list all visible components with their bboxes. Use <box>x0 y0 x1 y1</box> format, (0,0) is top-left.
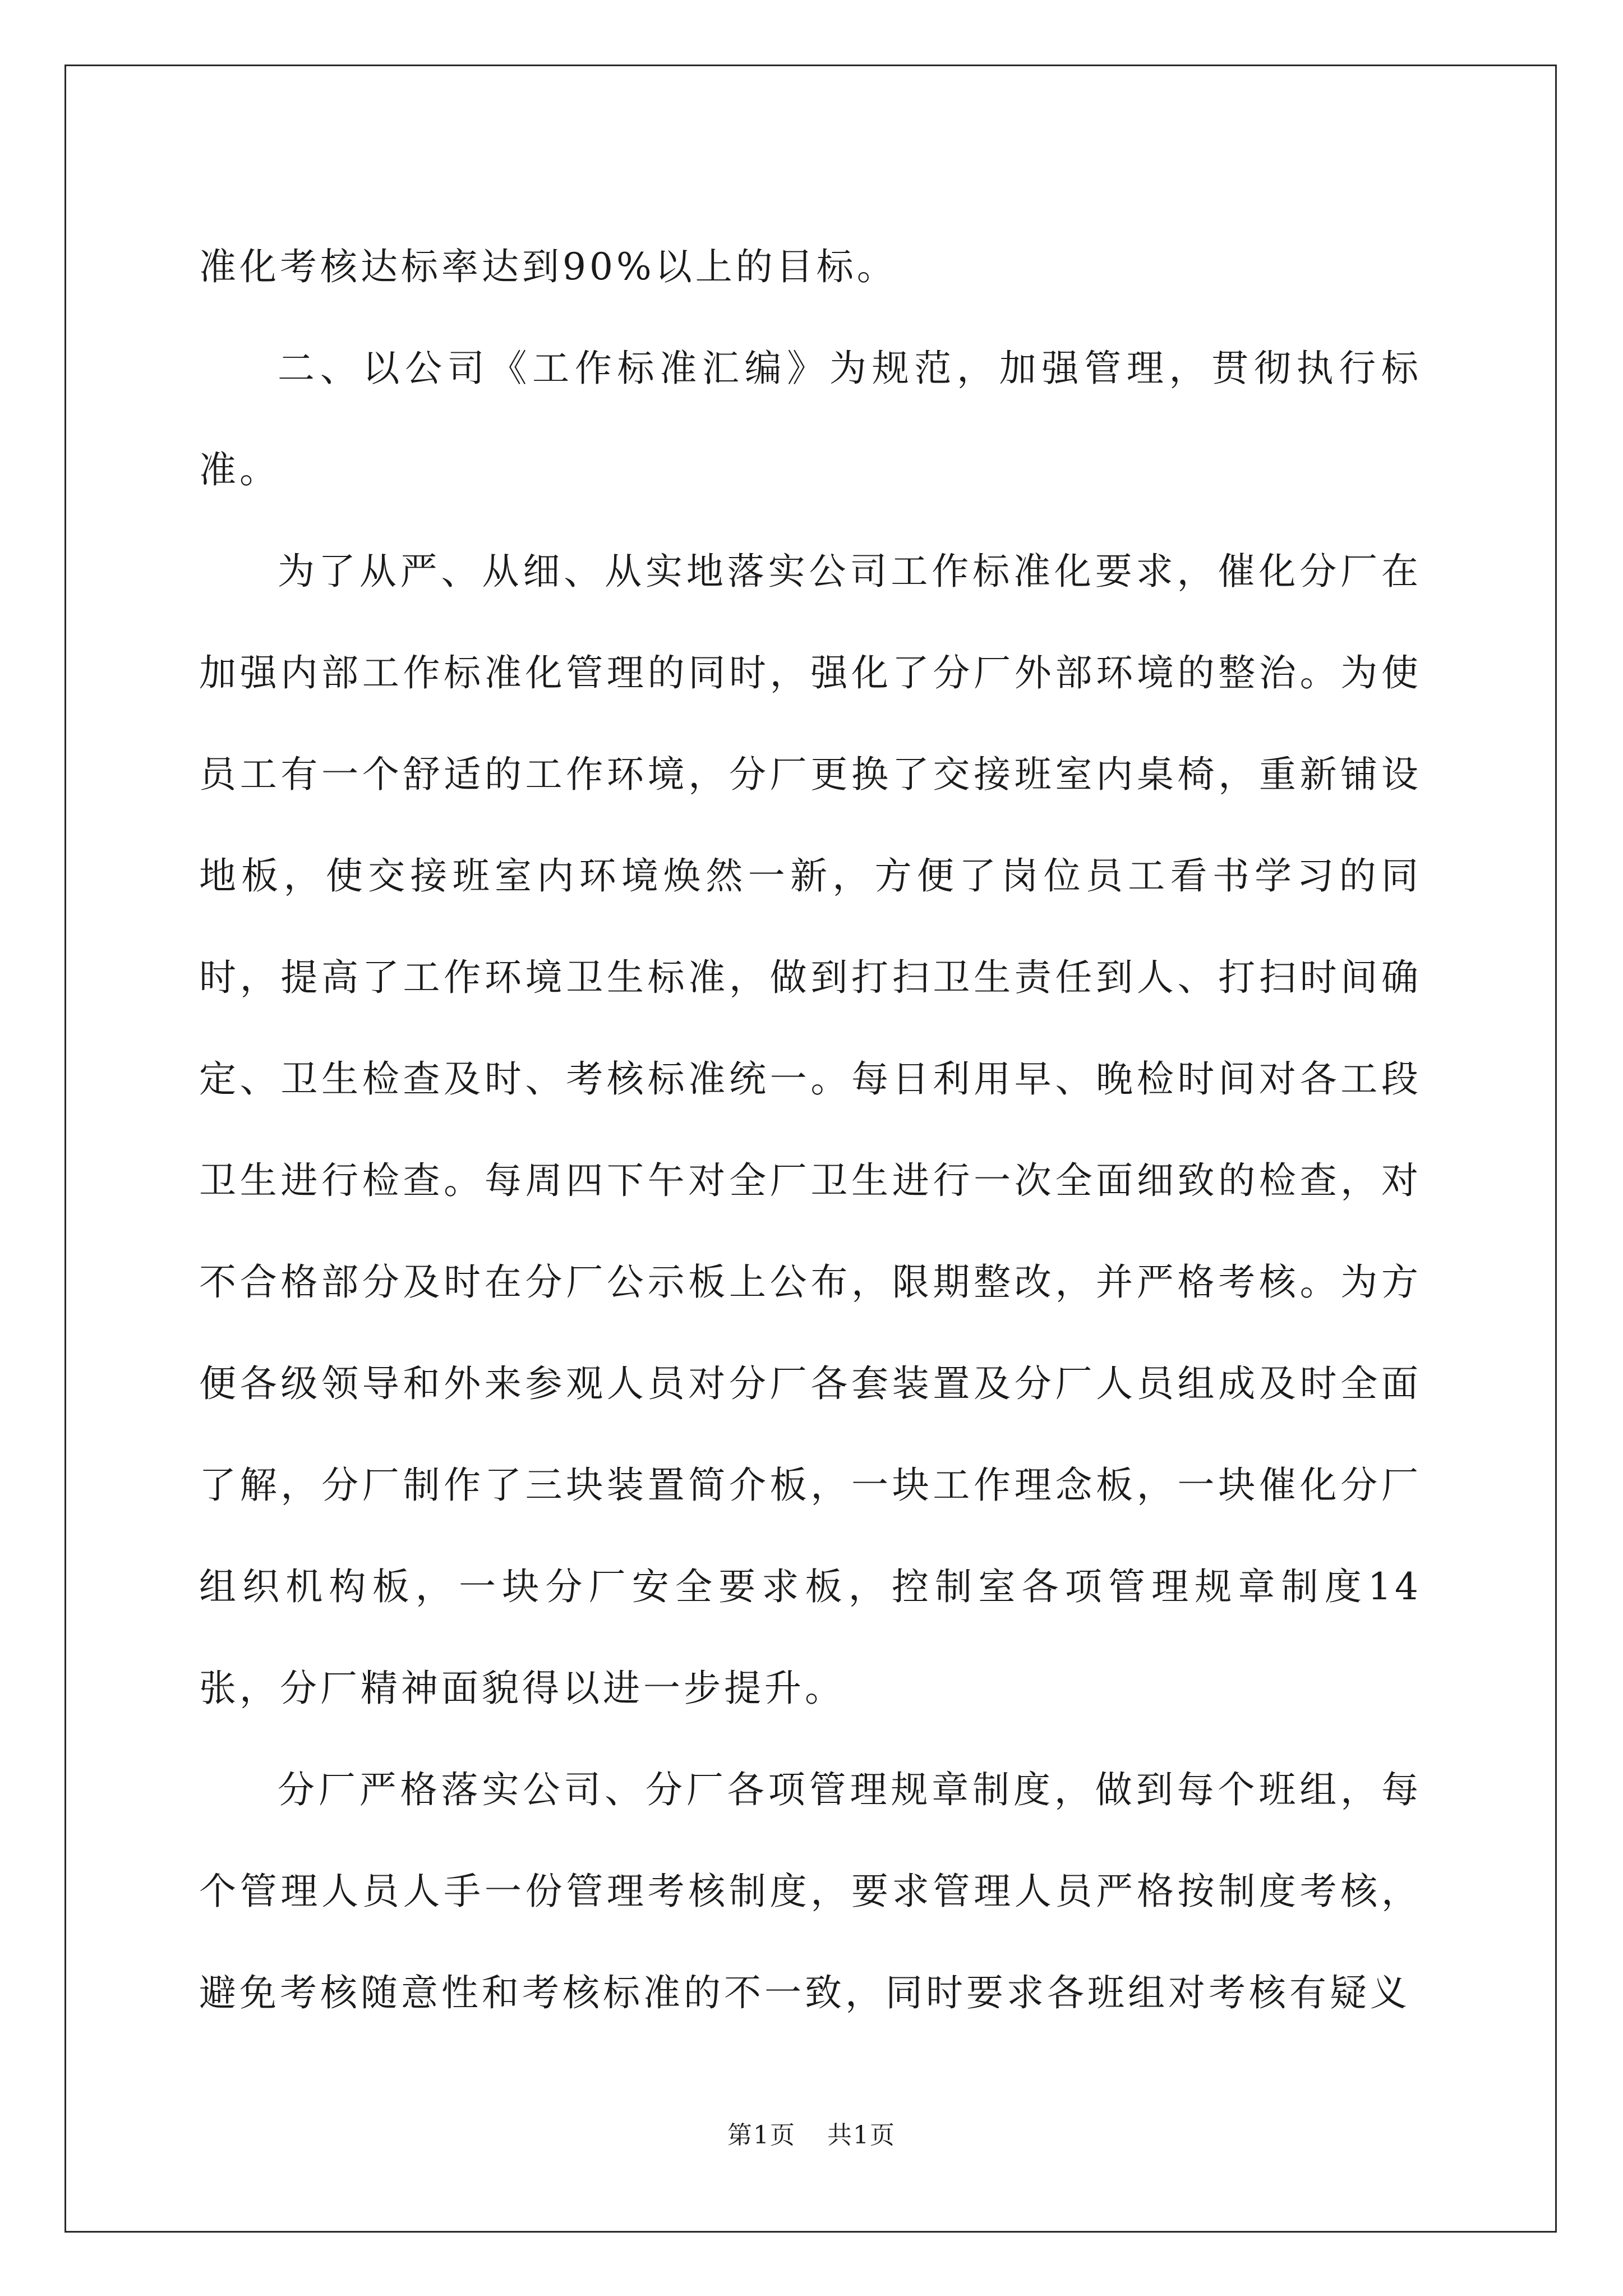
page-footer <box>0 2119 1623 2152</box>
document-body <box>199 216 1422 2044</box>
paragraph-2-heading: 二、以公司《工作标准汇编》为规范，加强管理，贯彻执行标准。 <box>199 347 1422 491</box>
page-total: 共1页 <box>827 2121 896 2150</box>
paragraph-3: 为了从严、从细、从实地落实公司工作标准化要求，催化分厂在加强内部工作标准化管理的同时，强化了分厂外部环境的整治。为使员工有一个舒适的工作环境，分厂更换了交接班室内桌椅，重新铺设地板，使交接班室内环境焕然一新，方便了岗位员工看书学习的同时，提高了工作环境卫生标准，做到打扫卫生责任到人、打扫时间确定、卫生检查及时、考核标准统一。每日利用早、晚检时间对各工段卫生进行检查。每周四下午对全厂卫生进行一次全面细致的检查，对不合格部分及时在分厂公示板上公布，限期整改，并严格考核。为方便各级领导和外来参观人员对分厂各套装置及分厂人员组成及时全面了解，分厂制作了三块装置简介板，一块工作理念板，一块催化分厂组织机构板，一块分厂安全要求板，控制室各项管理规章制度14张，分厂精神面貌得以进一步提升。 <box>199 550 1422 1710</box>
paragraph-1: 准化考核达标率达到90%以上的目标。 <box>199 245 897 288</box>
paragraph-4: 分厂严格落实公司、分厂各项管理规章制度，做到每个班组，每个管理人员人手一份管理考核制度，要求管理人员严格按制度考核，避免考核随意性和考核标准的不一致，同时要求各班组对考核有疑义 <box>199 1768 1422 2014</box>
page-number: 第1页 <box>727 2121 796 2150</box>
